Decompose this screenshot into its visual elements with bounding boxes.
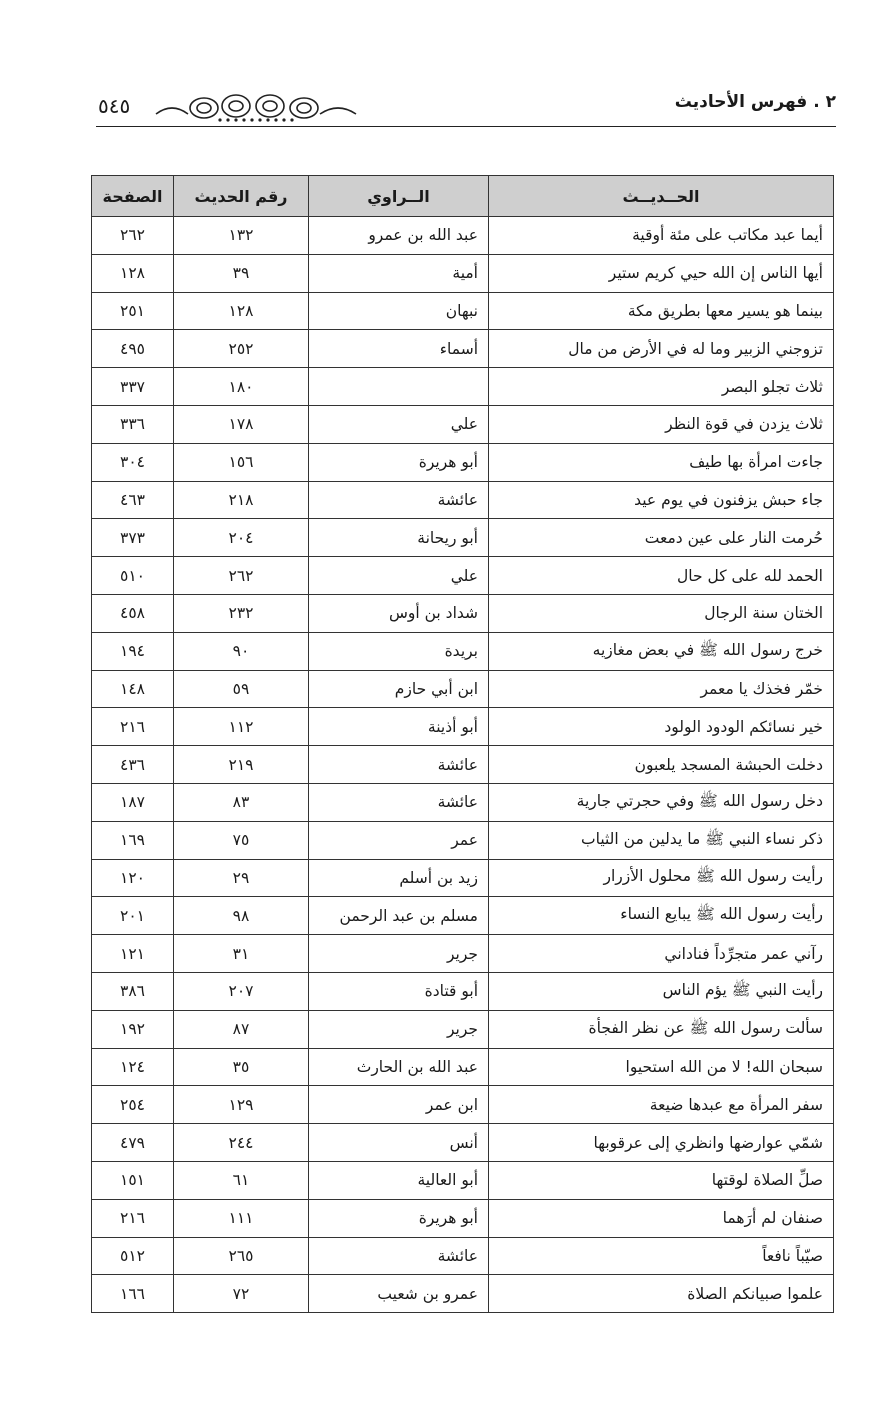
table-row — [92, 821, 834, 859]
page-cell: ٤٩٥ — [92, 330, 174, 368]
table-row — [92, 1237, 834, 1275]
hadith-cell: خير نسائكم الودود الولود — [489, 708, 834, 746]
hadith-number-cell: ٨٧ — [174, 1010, 309, 1048]
hadith-cell: أيها الناس إن الله حيي كريم ستير — [489, 254, 834, 292]
table-row — [92, 632, 834, 670]
hadith-cell: خمّر فخذك يا معمر — [489, 670, 834, 708]
hadith-cell: دخلت الحبشة المسجد يلعبون — [489, 746, 834, 784]
header-rule — [96, 126, 836, 127]
page-cell: ٢٥١ — [92, 292, 174, 330]
rawi-cell — [309, 368, 489, 406]
hadith-number-cell: ٥٩ — [174, 670, 309, 708]
hadith-number-cell: ١٨٠ — [174, 368, 309, 406]
column-header-page: الصفحة — [92, 176, 174, 217]
hadith-cell: ذكر نساء النبي ﷺ ما يدلين من الثياب — [489, 821, 834, 859]
table-row — [92, 254, 834, 292]
page-cell: ٤٦٣ — [92, 481, 174, 519]
hadith-cell: تزوجني الزبير وما له في الأرض من مال — [489, 330, 834, 368]
table-row — [92, 708, 834, 746]
hadith-number-cell: ١٧٨ — [174, 405, 309, 443]
table-row — [92, 443, 834, 481]
table-row — [92, 368, 834, 406]
page-cell: ١٥١ — [92, 1161, 174, 1199]
table-row — [92, 1161, 834, 1199]
column-header-hadith: الحــديــث — [489, 176, 834, 217]
hadith-cell: بينما هو يسير معها بطريق مكة — [489, 292, 834, 330]
hadith-number-cell: ٩٨ — [174, 897, 309, 935]
hadith-number-cell: ٧٢ — [174, 1275, 309, 1313]
rawi-cell: عمر — [309, 821, 489, 859]
page-cell: ٣٠٤ — [92, 443, 174, 481]
hadith-number-cell: ٢٠٧ — [174, 972, 309, 1010]
hadith-number-cell: ٣٥ — [174, 1048, 309, 1086]
hadith-cell: علموا صبيانكم الصلاة — [489, 1275, 834, 1313]
hadith-number-cell: ٢٥٢ — [174, 330, 309, 368]
page-cell: ٢١٦ — [92, 708, 174, 746]
table-row — [92, 746, 834, 784]
rawi-cell: ابن أبي حازم — [309, 670, 489, 708]
rawi-cell: عبد الله بن عمرو — [309, 217, 489, 255]
rawi-cell: عائشة — [309, 783, 489, 821]
rawi-cell: أبو العالية — [309, 1161, 489, 1199]
hadith-number-cell: ٦١ — [174, 1161, 309, 1199]
table-row — [92, 1010, 834, 1048]
rawi-cell: أمية — [309, 254, 489, 292]
page-cell: ١٩٤ — [92, 632, 174, 670]
table-row — [92, 519, 834, 557]
hadith-cell: سألت رسول الله ﷺ عن نظر الفجأة — [489, 1010, 834, 1048]
hadith-cell: ثلاث يزدن في قوة النظر — [489, 405, 834, 443]
hadith-number-cell: ١٥٦ — [174, 443, 309, 481]
hadith-number-cell: ١١١ — [174, 1199, 309, 1237]
table-row — [92, 1048, 834, 1086]
table-row — [92, 972, 834, 1010]
hadith-cell: صلِّ الصلاة لوقتها — [489, 1161, 834, 1199]
rawi-cell: أبو هريرة — [309, 1199, 489, 1237]
page-cell: ١٢٨ — [92, 254, 174, 292]
rawi-cell: زيد بن أسلم — [309, 859, 489, 897]
page-cell: ٣٣٧ — [92, 368, 174, 406]
table-row — [92, 217, 834, 255]
page-cell: ٥١٠ — [92, 557, 174, 595]
hadith-number-cell: ٢٤٤ — [174, 1124, 309, 1162]
hadith-cell: صيّباً نافعاً — [489, 1237, 834, 1275]
page-cell: ١٢١ — [92, 935, 174, 973]
rawi-cell: ابن عمر — [309, 1086, 489, 1124]
page-cell: ٥١٢ — [92, 1237, 174, 1275]
page-cell: ٤٣٦ — [92, 746, 174, 784]
hadith-number-cell: ٧٥ — [174, 821, 309, 859]
hadith-number-cell: ٨٣ — [174, 783, 309, 821]
page-number: ٥٤٥ — [98, 94, 131, 118]
rawi-cell: أبو ريحانة — [309, 519, 489, 557]
table-row — [92, 481, 834, 519]
table-row — [92, 935, 834, 973]
hadith-cell: أيما عبد مكاتب على مئة أوقية — [489, 217, 834, 255]
table-row — [92, 557, 834, 595]
hadith-cell: رآني عمر متجرِّداً فناداني — [489, 935, 834, 973]
rawi-cell: أبو هريرة — [309, 443, 489, 481]
column-header-rawi: الــراوي — [309, 176, 489, 217]
page-cell: ١٢٠ — [92, 859, 174, 897]
rawi-cell: جرير — [309, 935, 489, 973]
hadith-cell: رأيت النبي ﷺ يؤم الناس — [489, 972, 834, 1010]
hadith-number-cell: ١١٢ — [174, 708, 309, 746]
hadith-cell: خرج رسول الله ﷺ في بعض مغازيه — [489, 632, 834, 670]
page-cell: ٢٥٤ — [92, 1086, 174, 1124]
page-cell: ٤٧٩ — [92, 1124, 174, 1162]
hadith-number-cell: ٢٦٥ — [174, 1237, 309, 1275]
hadith-number-cell: ٩٠ — [174, 632, 309, 670]
page-cell: ٣٧٣ — [92, 519, 174, 557]
page-cell: ٢١٦ — [92, 1199, 174, 1237]
hadith-cell: جاء حبش يزفنون في يوم عيد — [489, 481, 834, 519]
rawi-cell: نبهان — [309, 292, 489, 330]
column-header-number: رقم الحديث — [174, 176, 309, 217]
hadith-number-cell: ١٢٨ — [174, 292, 309, 330]
hadith-number-cell: ١٢٩ — [174, 1086, 309, 1124]
hadith-number-cell: ٢٩ — [174, 859, 309, 897]
section-title: ٢ . فهرس الأحاديث — [674, 92, 836, 112]
table-row — [92, 594, 834, 632]
rawi-cell: عائشة — [309, 481, 489, 519]
rawi-cell: أسماء — [309, 330, 489, 368]
rawi-cell: عائشة — [309, 1237, 489, 1275]
hadith-number-cell: ٢١٨ — [174, 481, 309, 519]
hadith-cell: دخل رسول الله ﷺ وفي حجرتي جارية — [489, 783, 834, 821]
page-cell: ١٢٤ — [92, 1048, 174, 1086]
hadith-cell: الختان سنة الرجال — [489, 594, 834, 632]
table-row — [92, 1275, 834, 1313]
hadith-index-table — [91, 175, 834, 1313]
rawi-cell: علي — [309, 405, 489, 443]
hadith-number-cell: ٣٩ — [174, 254, 309, 292]
hadith-cell: رأيت رسول الله ﷺ يبايع النساء — [489, 897, 834, 935]
table-row — [92, 670, 834, 708]
rawi-cell: شداد بن أوس — [309, 594, 489, 632]
table-row — [92, 783, 834, 821]
hadith-cell: الحمد لله على كل حال — [489, 557, 834, 595]
hadith-cell: جاءت امرأة بها طيف — [489, 443, 834, 481]
table-row — [92, 1199, 834, 1237]
page-cell: ١٨٧ — [92, 783, 174, 821]
hadith-cell: صنفان لم أرَهما — [489, 1199, 834, 1237]
hadith-cell: شمّي عوارضها وانظري إلى عرقوبها — [489, 1124, 834, 1162]
rawi-cell: أنس — [309, 1124, 489, 1162]
hadith-cell: سفر المرأة مع عبدها ضيعة — [489, 1086, 834, 1124]
table-header-row — [92, 176, 834, 217]
page-cell: ١٦٩ — [92, 821, 174, 859]
table-row — [92, 330, 834, 368]
hadith-number-cell: ٢١٩ — [174, 746, 309, 784]
rawi-cell: بريدة — [309, 632, 489, 670]
rawi-cell: مسلم بن عبد الرحمن — [309, 897, 489, 935]
hadith-number-cell: ٣١ — [174, 935, 309, 973]
page-cell: ٣٣٦ — [92, 405, 174, 443]
page-cell: ١٤٨ — [92, 670, 174, 708]
table-row — [92, 1086, 834, 1124]
rawi-cell: علي — [309, 557, 489, 595]
hadith-number-cell: ١٣٢ — [174, 217, 309, 255]
table-row — [92, 1124, 834, 1162]
rawi-cell: أبو قتادة — [309, 972, 489, 1010]
running-header — [96, 88, 836, 128]
page-cell: ٤٥٨ — [92, 594, 174, 632]
table-row — [92, 897, 834, 935]
header-ornament-icon — [152, 92, 360, 124]
table-row — [92, 859, 834, 897]
rawi-cell: عمرو بن شعيب — [309, 1275, 489, 1313]
page-cell: ٣٨٦ — [92, 972, 174, 1010]
table-row — [92, 292, 834, 330]
hadith-cell: ثلاث تجلو البصر — [489, 368, 834, 406]
rawi-cell: جرير — [309, 1010, 489, 1048]
page-cell: ١٩٢ — [92, 1010, 174, 1048]
rawi-cell: عبد الله بن الحارث — [309, 1048, 489, 1086]
hadith-number-cell: ٢٣٢ — [174, 594, 309, 632]
rawi-cell: عائشة — [309, 746, 489, 784]
hadith-number-cell: ٢٠٤ — [174, 519, 309, 557]
hadith-cell: رأيت رسول الله ﷺ محلول الأزرار — [489, 859, 834, 897]
rawi-cell: أبو أذينة — [309, 708, 489, 746]
page-cell: ٢٦٢ — [92, 217, 174, 255]
page-cell: ١٦٦ — [92, 1275, 174, 1313]
table-row — [92, 405, 834, 443]
hadith-cell: حُرمت النار على عين دمعت — [489, 519, 834, 557]
hadith-cell: سبحان الله! لا من الله استحيوا — [489, 1048, 834, 1086]
page-cell: ٢٠١ — [92, 897, 174, 935]
table-body — [92, 217, 834, 1313]
hadith-number-cell: ٢٦٢ — [174, 557, 309, 595]
